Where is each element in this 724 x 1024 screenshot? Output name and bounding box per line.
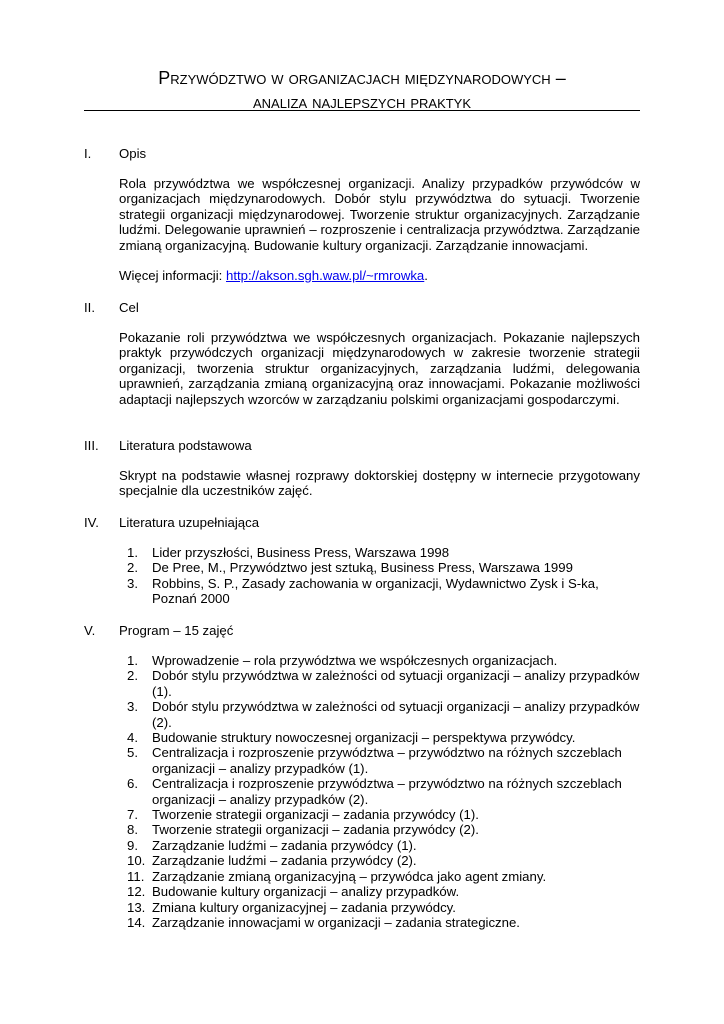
section-title: Literatura podstawowa [119,438,252,453]
list-item-number: 1. [127,545,138,560]
list-item-text: Centralizacja i rozproszenie przywództwa – przywództwo na różnych szczeblach organizacji – analizy przypadków (1). [152,745,622,776]
list-item-number: 13. [127,899,146,915]
list-item [119,900,640,915]
list-item [119,653,640,668]
list-item [119,807,640,822]
list-item [119,545,640,560]
list-item-number: 7. [127,807,138,823]
cel-body: Pokazanie roli przywództwa we współczesnych organizacjach. Pokazanie najlepszych praktyk przywódczych organizacji międzynarodowych w zakresie tworzenie strategii organizacji, tworzenia struktur organizacyjnych, zarządzania ludźmi, delegowania uprawnień, zarządzania zmianą organizacyjną oraz innowacjami. Pokazanie możliwości adaptacji najlepszych wzorców w zarządzaniu polskimi organizacjami gospodarczymi. [119,330,640,407]
list-item-text: Dobór stylu przywództwa w zależności od sytuacji organizacji – analizy przypadków (2). [152,699,640,730]
list-item [119,915,640,930]
list-item-text: Zarządzanie zmianą organizacyjną – przywódca jako agent zmiany. [152,868,547,884]
list-item-number: 1. [127,653,138,668]
list-item [119,884,640,899]
list-item [119,745,640,776]
list-item [119,776,640,807]
section-cel-text [119,330,640,407]
section-number: II. [84,300,95,315]
list-item-number: 2. [127,560,138,576]
list-item [119,730,640,745]
list-item-text: De Pree, M., Przywództwo jest sztuką, Business Press, Warszawa 1999 [152,560,573,576]
section-title: Literatura uzupełniająca [119,515,260,530]
opis-body: Rola przywództwa we współczesnej organizacji. Analizy przypadków przywódców w organizacjach międzynarodowych. Dobór stylu przywództwa do sytuacji. Tworzenie strategii organizacji międzynarodowej. Tworzenie struktur organizacyjnych. Zarządzanie ludźmi. Delegowanie uprawnień – rozproszenie i centralizacja przywództwa. Zarządzanie zmianą organizacyjną. Budowanie kultury organizacji. Zarządzanie innowacjami. [119,176,640,253]
list-item-number: 3. [127,575,138,591]
literatura-uzupelniajaca-list [119,545,640,607]
list-item [119,822,640,837]
list-item [119,853,640,868]
program-list [119,653,640,930]
list-item-number: 5. [127,745,138,761]
list-item-number: 14. [127,914,146,930]
section-opis-text [119,176,640,253]
list-item [119,560,640,575]
list-item-text: Wprowadzenie – rola przywództwa we współczesnych organizacjach. [152,653,558,668]
list-item-text: Zmiana kultury organizacyjnej – zadania przywódcy. [152,899,456,915]
list-item-text: Zarządzanie ludźmi – zadania przywódcy (1). [152,837,417,853]
document-title [84,66,640,114]
list-item [119,576,640,607]
list-item-number: 11. [127,868,145,884]
list-item-text: Zarządzanie ludźmi – zadania przywódcy (2). [152,853,417,869]
section-number: I. [84,146,92,161]
section-number: III. [84,438,99,453]
list-item-number: 8. [127,822,138,838]
list-item-text: Robbins, S. P., Zasady zachowania w organizacji, Wydawnictwo Zysk i S-ka, Poznań 2000 [152,575,599,607]
list-item-text: Budowanie struktury nowoczesnej organizacji – perspektywa przywódcy. [152,730,576,746]
list-item-number: 10. [127,853,146,869]
list-item-text: Tworzenie strategii organizacji – zadania przywódcy (2). [152,822,479,838]
title-underline [84,110,640,111]
title-line-1: Przywództwo w organizacjach międzynarodowych – [158,68,566,88]
section-title: Program – 15 zajęć [119,623,234,638]
list-item-number: 2. [127,668,138,684]
list-item [119,668,640,699]
section-title: Opis [119,146,147,161]
list-item-number: 6. [127,776,138,792]
list-item [119,838,640,853]
more-info-suffix: . [424,268,428,283]
section-number: IV. [84,515,99,530]
list-item-number: 3. [127,699,138,715]
list-item-number: 4. [127,730,138,746]
list-item-number: 9. [127,837,138,853]
list-item-text: Lider przyszłości, Business Press, Warszawa 1998 [152,545,450,560]
section-literatura-podstawowa-text [119,468,640,499]
section-number: V. [84,623,96,638]
more-info-label: Więcej informacji: [119,268,226,283]
list-item-text: Budowanie kultury organizacji – analizy przypadków. [152,884,460,900]
list-item-text: Dobór stylu przywództwa w zależności od sytuacji organizacji – analizy przypadków (1). [152,668,640,699]
list-item-number: 12. [127,884,146,900]
list-item-text: Zarządzanie innowacjami w organizacji – zadania strategiczne. [152,914,520,930]
more-info-line [119,268,640,283]
section-title: Cel [119,300,139,315]
list-item-text: Centralizacja i rozproszenie przywództwa – przywództwo na różnych szczeblach organizacji – analizy przypadków (2). [152,776,622,807]
more-info-link[interactable]: http://akson.sgh.waw.pl/~rmrowka [226,268,425,283]
title-line-2: analiza najlepszych praktyk [252,92,472,112]
list-item-text: Tworzenie strategii organizacji – zadania przywódcy (1). [152,807,479,823]
literatura-podstawowa-body: Skrypt na podstawie własnej rozprawy doktorskiej dostępny w internecie przygotowany specjalnie dla uczestników zajęć. [119,468,640,499]
list-item [119,699,640,730]
list-item [119,869,640,884]
